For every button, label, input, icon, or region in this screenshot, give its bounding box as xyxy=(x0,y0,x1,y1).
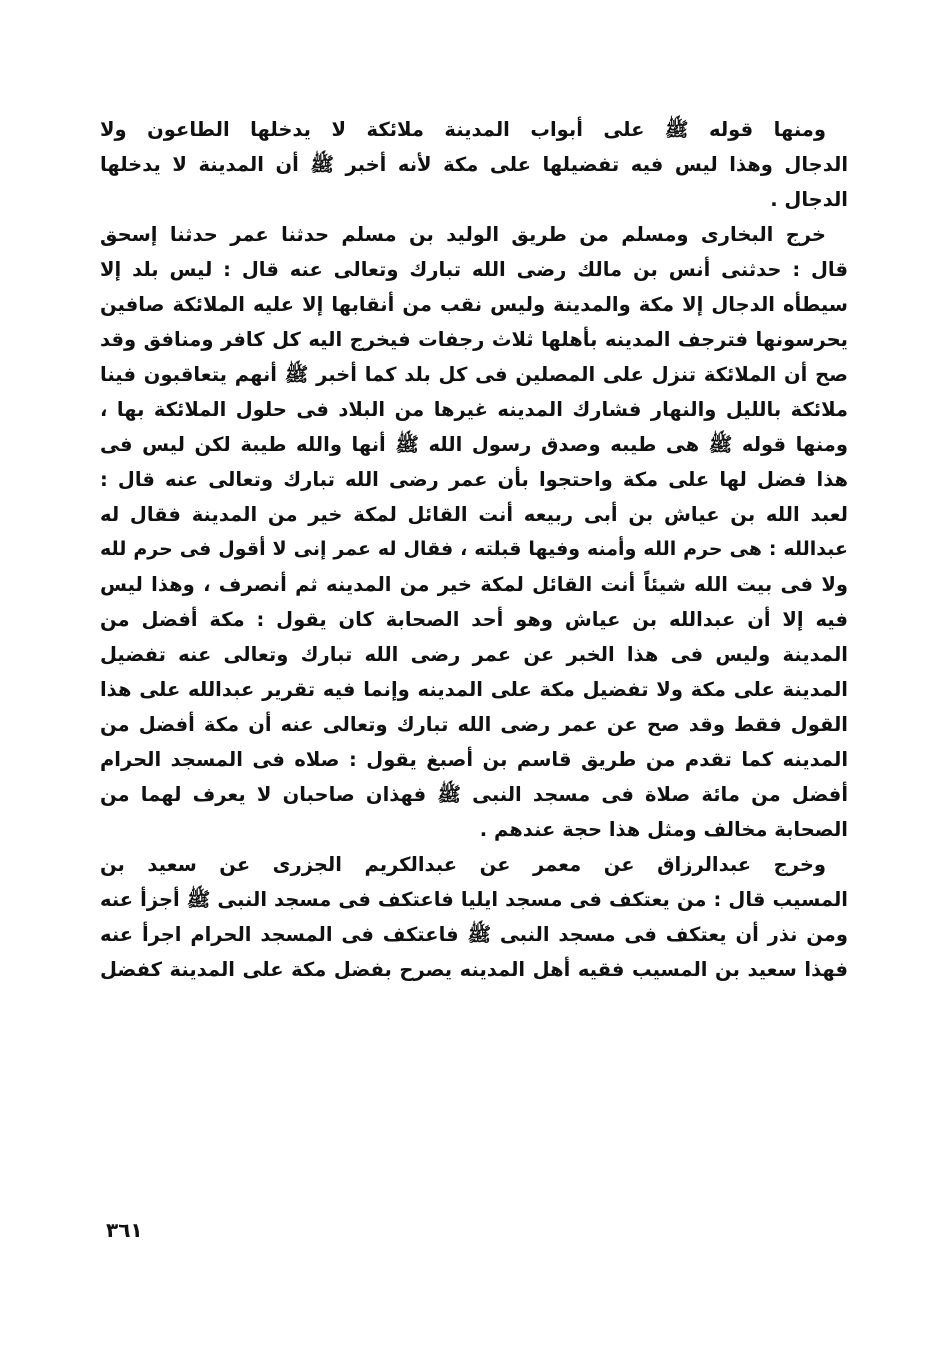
text-line: الصحابة مخالف ومثل هذا حجة عندهم . xyxy=(479,818,848,841)
text-line: صح أن الملائكة تنزل على المصلين فى كل بلد كما أخبر ﷺ أنهم يتعاقبون فينا xyxy=(100,363,848,386)
text-line: المدينة على مكة ولا تفضيل مكة على المدينه وإنما فيه تقرير عبدالله على هذا xyxy=(100,678,848,701)
paragraph xyxy=(100,847,848,987)
text-line: ومنها قوله ﷺ هى طيبه وصدق رسول الله ﷺ أنها والله طيبة لكن ليس فى xyxy=(100,433,848,456)
text-line: ملائكة بالليل والنهار فشارك المدينه غيرها من البلاد فى حلول الملائكة بها ، xyxy=(100,398,848,421)
text-line: سيطأه الدجال إلا مكة والمدينة وليس نقب من أنقابها إلا عليه الملائكة صافين xyxy=(100,293,848,316)
page-number: ٣٦١ xyxy=(106,1218,143,1242)
text-line: فهذا سعيد بن المسيب فقيه أهل المدينه يصرح بفضل مكة على المدينة كفضل xyxy=(100,958,848,981)
text-line: المدينة وليس فى هذا الخبر عن عمر رضى الله تبارك وتعالى عنه تفضيل xyxy=(100,643,848,666)
text-line: أفضل من مائة صلاة فى مسجد النبى ﷺ فهذان صاحبان لا يعرف لهما من xyxy=(100,783,848,806)
paragraph xyxy=(100,217,848,427)
paragraph xyxy=(100,112,848,217)
text-line: المسيب قال : من يعتكف فى مسجد ايليا فاعتكف فى مسجد النبى ﷺ أجزأ عنه xyxy=(100,888,848,911)
text-line: ومنها قوله ﷺ على أبواب المدينة ملائكة لا يدخلها الطاعون ولا xyxy=(100,118,826,141)
text-line: الدجال وهذا ليس فيه تفضيلها على مكة لأنه أخبر ﷺ أن المدينة لا يدخلها xyxy=(100,153,848,176)
text-line: وخرج عبدالرزاق عن معمر عن عبدالكريم الجزرى عن سعيد بن xyxy=(100,853,826,876)
text-line: خرج البخارى ومسلم من طريق الوليد بن مسلم حدثنا عمر حدثنا إسحق xyxy=(100,223,826,246)
text-line: ولا فى بيت الله شيئاً أنت القائل لمكة خير من المدينه ثم أنصرف ، وهذا ليس xyxy=(100,573,848,596)
body-text xyxy=(100,112,848,987)
text-line: فيه إلا أن عبدالله بن عياش وهو أحد الصحابة كان يقول : مكة أفضل من xyxy=(100,608,848,631)
text-line: هذا فضل لها على مكة واحتجوا بأن عمر رضى الله تبارك وتعالى عنه قال : xyxy=(100,468,848,491)
text-line: القول فقط وقد صح عن عمر رضى الله تبارك وتعالى عنه أن مكة أفضل من xyxy=(100,713,848,736)
text-line: يحرسونها فترجف المدينه بأهلها ثلاث رجفات فيخرج اليه كل كافر ومنافق وقد xyxy=(100,328,848,351)
text-line: قال : حدثنى أنس بن مالك رضى الله تبارك وتعالى عنه قال : ليس بلد إلا xyxy=(100,258,848,281)
text-line: الدجال . xyxy=(770,188,848,211)
text-line: ومن نذر أن يعتكف فى مسجد النبى ﷺ فاعتكف فى المسجد الحرام اجرأ عنه xyxy=(100,923,848,946)
text-line: لعبد الله بن عياش بن أبى ربيعه أنت القائل لمكة خير من المدينة فقال له xyxy=(100,503,848,526)
paragraph xyxy=(100,427,848,847)
text-line: المدينه كما تقدم من طريق قاسم بن أصبغ يقول : صلاه فى المسجد الحرام xyxy=(100,748,848,771)
text-line: عبدالله : هى حرم الله وأمنه وفيها قبلته ، فقال له عمر إنى لا أقول فى حرم لله xyxy=(100,538,848,560)
